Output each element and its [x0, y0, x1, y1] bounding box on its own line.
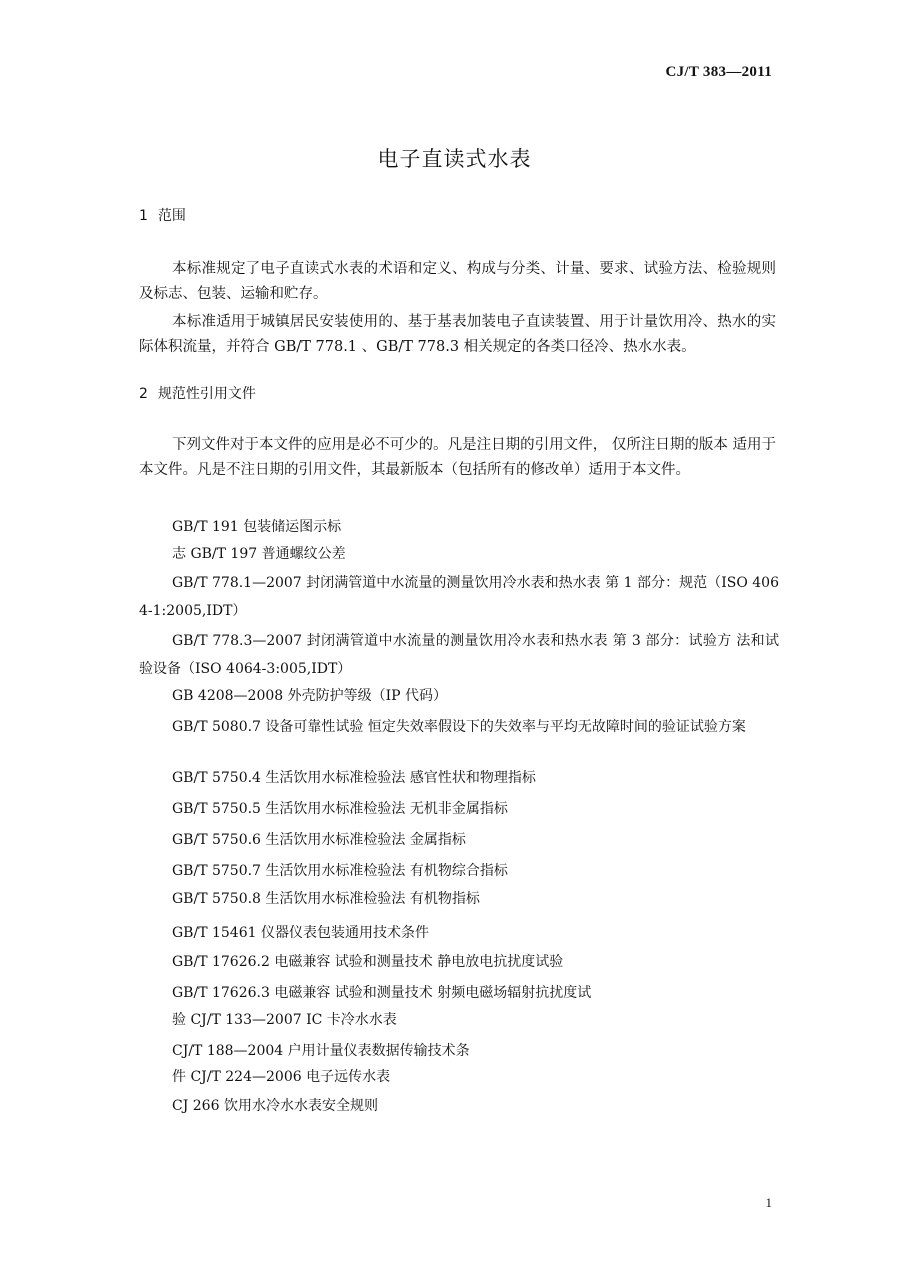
reference-item: GB/T 5750.7 生活饮用水标准检验法 有机物综合指标 [172, 863, 508, 879]
reference-item: 件 CJ/T 224—2006 电子远传水表 [172, 1069, 391, 1085]
reference-item: CJ 266 饮用水冷水水表安全规则 [172, 1098, 378, 1114]
section-1-paragraph-2: 本标准适用于城镇居民安装使用的、基于基表加装电子直读装置、用于计量饮用冷、热水的实际体积流量，并符合 GB/T 778.1 、GB/T 778.3 相关规定的各类口径冷、热水水表。 [139, 314, 776, 355]
section-1-paragraph-1: 本标准规定了电子直读式水表的术语和定义、构成与分类、计量、要求、试验方法、检验规则及标志、包装、运输和贮存。 [139, 261, 776, 302]
reference-item: GB/T 778.3—2007 封闭满管道中水流量的测量饮用冷水表和热水表 第 3 部分：试验方 法和试验设备（ISO 4064-3:005,IDT） [139, 633, 779, 677]
reference-item: GB/T 17626.2 电磁兼容 试验和测量技术 静电放电抗扰度试验 [172, 954, 564, 970]
reference-item: 志 GB/T 197 普通螺纹公差 [172, 546, 346, 562]
reference-item: GB/T 17626.3 电磁兼容 试验和测量技术 射频电磁场辐射抗扰度试 [172, 985, 592, 1001]
standard-code: CJ/T 383—2011 [665, 64, 772, 80]
reference-item: GB/T 191 包装储运图示标 [172, 519, 342, 535]
reference-item: CJ/T 188—2004 户用计量仪表数据传输技术条 [172, 1043, 470, 1059]
reference-item: GB/T 5080.7 设备可靠性试验 恒定失效率假设下的失效率与平均无故障时间的验证试验方案 [172, 719, 746, 735]
section-2-paragraph-1: 下列文件对于本文件的应用是必不可少的。凡是注日期的引用文件， 仅所注日期的版本 适用于本文件。凡是不注日期的引用文件，其最新版本（包括所有的修改单）适用于本文件。 [139, 437, 776, 478]
section-2-heading [139, 383, 256, 403]
section-title: 范围 [157, 208, 186, 224]
reference-item: GB/T 5750.8 生活饮用水标准检验法 有机物指标 [172, 891, 480, 907]
section-number: 2 [139, 386, 148, 402]
reference-item: GB/T 5750.5 生活饮用水标准检验法 无机非金属指标 [172, 801, 508, 817]
page-number: 1 [765, 1195, 772, 1210]
reference-item: GB/T 778.1—2007 封闭满管道中水流量的测量饮用冷水表和热水表 第 1 部分：规范（ISO 4064-1:2005,IDT） [139, 575, 779, 619]
reference-item: GB/T 15461 仪器仪表包装通用技术条件 [172, 925, 429, 941]
section-1-heading [139, 205, 186, 225]
reference-item: GB/T 5750.6 生活饮用水标准检验法 金属指标 [172, 832, 466, 848]
reference-item: GB/T 5750.4 生活饮用水标准检验法 感官性状和物理指标 [172, 770, 536, 786]
section-number: 1 [139, 208, 148, 224]
section-title: 规范性引用文件 [157, 386, 256, 402]
reference-item: GB 4208—2008 外壳防护等级（IP 代码） [172, 688, 448, 704]
reference-item: 验 CJ/T 133—2007 IC 卡冷水水表 [172, 1012, 397, 1028]
document-title: 电子直读式水表 [377, 147, 532, 171]
